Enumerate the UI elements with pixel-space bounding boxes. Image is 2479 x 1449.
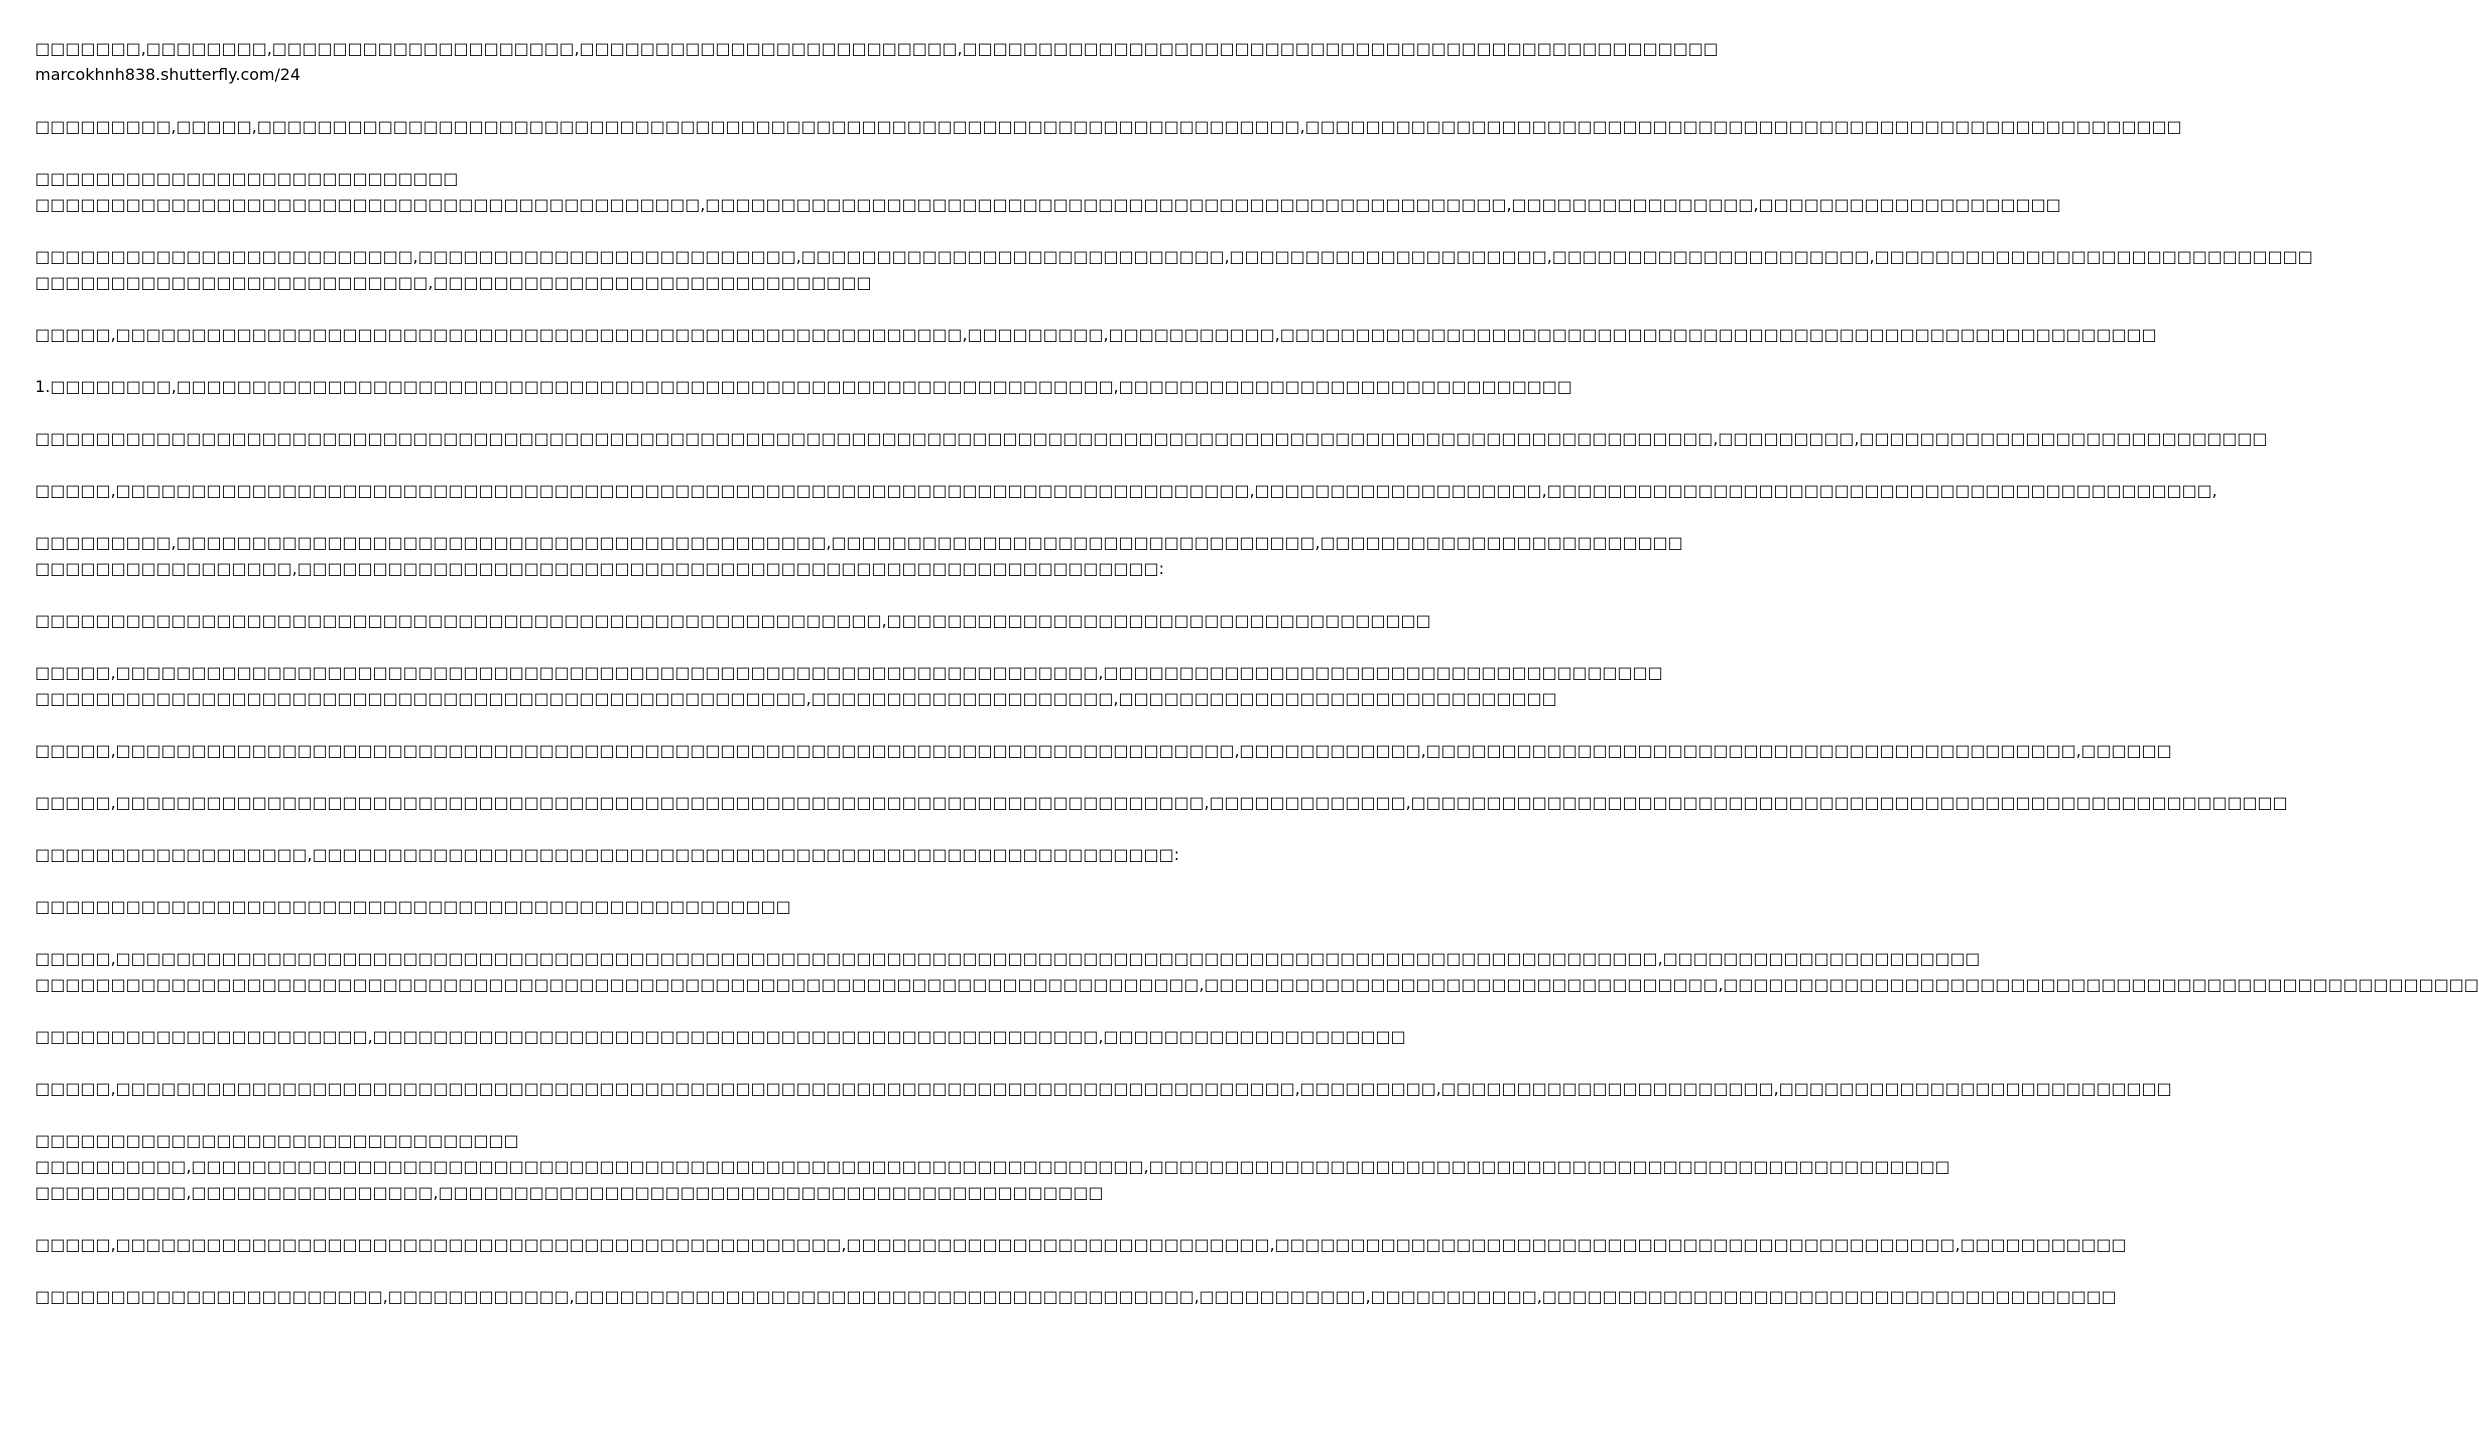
paragraph-11	[35, 660, 1663, 712]
paragraph-line: □□□□□□□□□□□□□□□□□□□□□□□□□□□□	[35, 169, 459, 188]
paragraph-line: □□□□□□□□□□□□□□□□□□□□□□□□□□□□□□□□□□□□□□□□□□□□□□□□□□□,□□□□□□□□□□□□□□□□□□□□,□□□□□□□□□□□□□□□□□□□□□□□□□□□□□	[35, 689, 1557, 708]
paragraph-19	[35, 1128, 1950, 1206]
paragraph-10	[35, 608, 1431, 634]
paragraph-16	[35, 946, 2479, 998]
paragraph-18	[35, 1076, 2172, 1102]
paragraph-line: □□□□□□□□□□□□□□□□□,□□□□□□□□□□□□□□□□□□□□□□□□□□□□□□□□□□□□□□□□□□□□□□□□□□□□□□□□□:	[35, 559, 1165, 578]
paragraph-line: □□□□□□□□□□□□□□□□□□□□□□□,□□□□□□□□□□□□,□□□□□□□□□□□□□□□□□□□□□□□□□□□□□□□□□□□□□□□□□,□□□□□□□□□□□,□□□□□□□□□□□,□□□□□□□□□□□□□□□□□□□□□□□□□□□□□□□□□□□□□□	[35, 1287, 2117, 1306]
paragraph-line: □□□□□□□□□□□□□□□□□□□□□□,□□□□□□□□□□□□□□□□□□□□□□□□□□□□□□□□□□□□□□□□□□□□□□□□,□□□□□□□□□□□□□□□□□□□□	[35, 1027, 1406, 1046]
paragraph-2	[35, 114, 2182, 140]
paragraph-3	[35, 166, 2061, 218]
paragraph-line: □□□□□,□□□□□□□□□□□□□□□□□□□□□□□□□□□□□□□□□□□□□□□□□□□□□□□□□□□□□□□□□□□□□□□□□□□□□□□□□□,□□□□□□□□□□□□,□□□□□□□□□□□□□□□□□□□□□□□□□□□□□□□□□□□□□□□□□□□,□□□□□□	[35, 741, 2172, 760]
paragraph-line: □□□□□,□□□□□□□□□□□□□□□□□□□□□□□□□□□□□□□□□□□□□□□□□□□□□□□□□□□□□□□□□□□□□□□□□□□□□□□□□□□□□□,□□□□□□□□□,□□□□□□□□□□□□□□□□□□□□□□,□□□□□□□□□□□□□□□□□□□□□□□□□□	[35, 1079, 2172, 1098]
url-line: marcokhnh838.shutterfly.com/24	[35, 65, 301, 84]
paragraph-line: □□□□□□□□□□□□□□□□□□□□□□□□□□□□□□□□	[35, 1131, 519, 1150]
paragraph-12	[35, 738, 2172, 764]
paragraph-21	[35, 1284, 2117, 1310]
paragraph-20	[35, 1232, 2127, 1258]
paragraph-line: □□□□□□□□□□□□□□□□□□□□□□□□□□,□□□□□□□□□□□□□□□□□□□□□□□□□□□□□	[35, 273, 872, 292]
paragraph-line: □□□□□□□□□,□□□□□,□□□□□□□□□□□□□□□□□□□□□□□□□□□□□□□□□□□□□□□□□□□□□□□□□□□□□□□□□□□□□□□□□□□□□,□□□□□□□□□□□□□□□□□□□□□□□□□□□□□□□□□□□□□□□□□□□□□□□□□□□□□□□□□□	[35, 117, 2182, 136]
paragraph-4	[35, 244, 2313, 296]
paragraph-line: □□□□□,□□□□□□□□□□□□□□□□□□□□□□□□□□□□□□□□□□□□□□□□□□□□□□□□□□□□□□□□□□□□□□□□□□□□□□□□□□□□□□□□□□□□□□□□□□□□□□□□□□□□□□,□□□□□□□□□□□□□□□□□□□□□	[35, 949, 1981, 968]
paragraph-line: □□□□□□□,□□□□□□□□,□□□□□□□□□□□□□□□□□□□□,□□□□□□□□□□□□□□□□□□□□□□□□□,□□□□□□□□□□□□□□□□□□□□□□□□□□□□□□□□□□□□□□□□□□□□□□□□□□	[35, 39, 1719, 58]
paragraph-line: □□□□□,□□□□□□□□□□□□□□□□□□□□□□□□□□□□□□□□□□□□□□□□□□□□□□□□□□□□□□□□□□□□□□□□□□□□□□□□,□□□□□□□□□□□□□,□□□□□□□□□□□□□□□□□□□□□□□□□□□□□□□□□□□□□□□□□□□□□□□□□□□□□□□□□□	[35, 793, 2288, 812]
paragraph-line: 1.□□□□□□□□,□□□□□□□□□□□□□□□□□□□□□□□□□□□□□□□□□□□□□□□□□□□□□□□□□□□□□□□□□□□□□□,□□□□□□□□□□□□□□□□□□□□□□□□□□□□□□	[35, 377, 1573, 396]
paragraph-line: □□□□□□□□□□□□□□□□□□□□□□□□□,□□□□□□□□□□□□□□□□□□□□□□□□□,□□□□□□□□□□□□□□□□□□□□□□□□□□□□,□□□□□□□□□□□□□□□□□□□□□,□□□□□□□□□□□□□□□□□□□□□,□□□□□□□□□□□□□□□□□□□□□□□□□□□□□	[35, 247, 2313, 266]
paragraph-line: □□□□□□□□□□□□□□□□□□□□□□□□□□□□□□□□□□□□□□□□□□□□,□□□□□□□□□□□□□□□□□□□□□□□□□□□□□□□□□□□□□□□□□□□□□□□□□□□□□,□□□□□□□□□□□□□□□□,□□□□□□□□□□□□□□□□□□□□	[35, 195, 2061, 214]
paragraph-line: □□□□□,□□□□□□□□□□□□□□□□□□□□□□□□□□□□□□□□□□□□□□□□□□□□□□□□□□□□□□□□□□□□□□□□□,□□□□□□□□□□□□□□□□□□□□□□□□□□□□□□□□□□□□□	[35, 663, 1663, 682]
document-page	[35, 36, 2479, 1336]
paragraph-5	[35, 322, 2157, 348]
paragraph-line: □□□□□□□□□□,□□□□□□□□□□□□□□□□,□□□□□□□□□□□□□□□□□□□□□□□□□□□□□□□□□□□□□□□□□□□□	[35, 1183, 1104, 1202]
paragraph-9	[35, 530, 1683, 582]
paragraph-line: □□□□□□□□□□,□□□□□□□□□□□□□□□□□□□□□□□□□□□□□□□□□□□□□□□□□□□□□□□□□□□□□□□□□□□□□□□,□□□□□□□□□□□□□□□□□□□□□□□□□□□□□□□□□□□□□□□□□□□□□□□□□□□□□	[35, 1157, 1950, 1176]
paragraph-15	[35, 894, 991, 920]
paragraph-line: □□□□□□□□□,□□□□□□□□□□□□□□□□□□□□□□□□□□□□□□□□□□□□□□□□□□□,□□□□□□□□□□□□□□□□□□□□□□□□□□□□□□□□,□□□□□□□□□□□□□□□□□□□□□□□□	[35, 533, 1683, 552]
paragraph-14	[35, 842, 1180, 868]
paragraph-line: □□□□□□□□□□□□□□□□□□□□□□□□□□□□□□□□□□□□□□□□□□□□□□□□□□□□□□□□,□□□□□□□□□□□□□□□□□□□□□□□□□□□□□□□□□□□□	[35, 611, 1431, 630]
paragraph-line: □□□□□,□□□□□□□□□□□□□□□□□□□□□□□□□□□□□□□□□□□□□□□□□□□□□□□□□□□□□□□□,□□□□□□□□□,□□□□□□□□□□□,□□□□□□□□□□□□□□□□□□□□□□□□□□□□□□□□□□□□□□□□□□□□□□□□□□□□□□□□□□	[35, 325, 2157, 344]
paragraph-13	[35, 790, 2288, 816]
paragraph-line: □□□□□□□□□□□□□□□□□□□□□□□□□□□□□□□□□□□□□□□□□□□□□□□□□□□□□□□□□□□□□□□□□□□□□□□□□□□□□□□□□□□□□□□□□□□□□□□□□□□□□□□□□□□□□□□,□□□□□□□□□,□□□□□□□□□□□□□□□□□□□□□□□□□□□	[35, 429, 2268, 448]
paragraph-8	[35, 478, 2218, 504]
paragraph-6	[35, 374, 1573, 400]
paragraph-1	[35, 36, 1719, 88]
paragraph-line: □□□□□□□□□□□□□□□□□□,□□□□□□□□□□□□□□□□□□□□□□□□□□□□□□□□□□□□□□□□□□□□□□□□□□□□□□□□□:	[35, 845, 1180, 864]
paragraph-7	[35, 426, 2268, 452]
paragraph-line: □□□□□,□□□□□□□□□□□□□□□□□□□□□□□□□□□□□□□□□□□□□□□□□□□□□□□□,□□□□□□□□□□□□□□□□□□□□□□□□□□□□,□□□□□□□□□□□□□□□□□□□□□□□□□□□□□□□□□□□□□□□□□□□□□,□□□□□□□□□□□	[35, 1235, 2127, 1254]
paragraph-line: □□□□□□□□□□□□□□□□□□□□□□□□□□□□□□□□□□□□□□□□□□□□□□□□□□	[35, 897, 791, 916]
paragraph-line: □□□□□,□□□□□□□□□□□□□□□□□□□□□□□□□□□□□□□□□□□□□□□□□□□□□□□□□□□□□□□□□□□□□□□□□□□□□□□□□□□,□□□□□□□□□□□□□□□□□□□,□□□□□□□□□□□□□□□□□□□□□□□□□□□□□□□□□□□□□□□□□□□□,	[35, 481, 2218, 500]
paragraph-17	[35, 1024, 1406, 1050]
paragraph-line: □□□□□□□□□□□□□□□□□□□□□□□□□□□□□□□□□□□□□□□□□□□□□□□□□□□□□□□□□□□□□□□□□□□□□□□□□□□□□,□□□□□□□□□□□□□□□□□□□□□□□□□□□□□□□□□□,□□□□□□□□□□□□□□□□□□□□□□□□□□□□□□□□□□□□□□□□□□□□□□□□□□	[35, 975, 2479, 994]
